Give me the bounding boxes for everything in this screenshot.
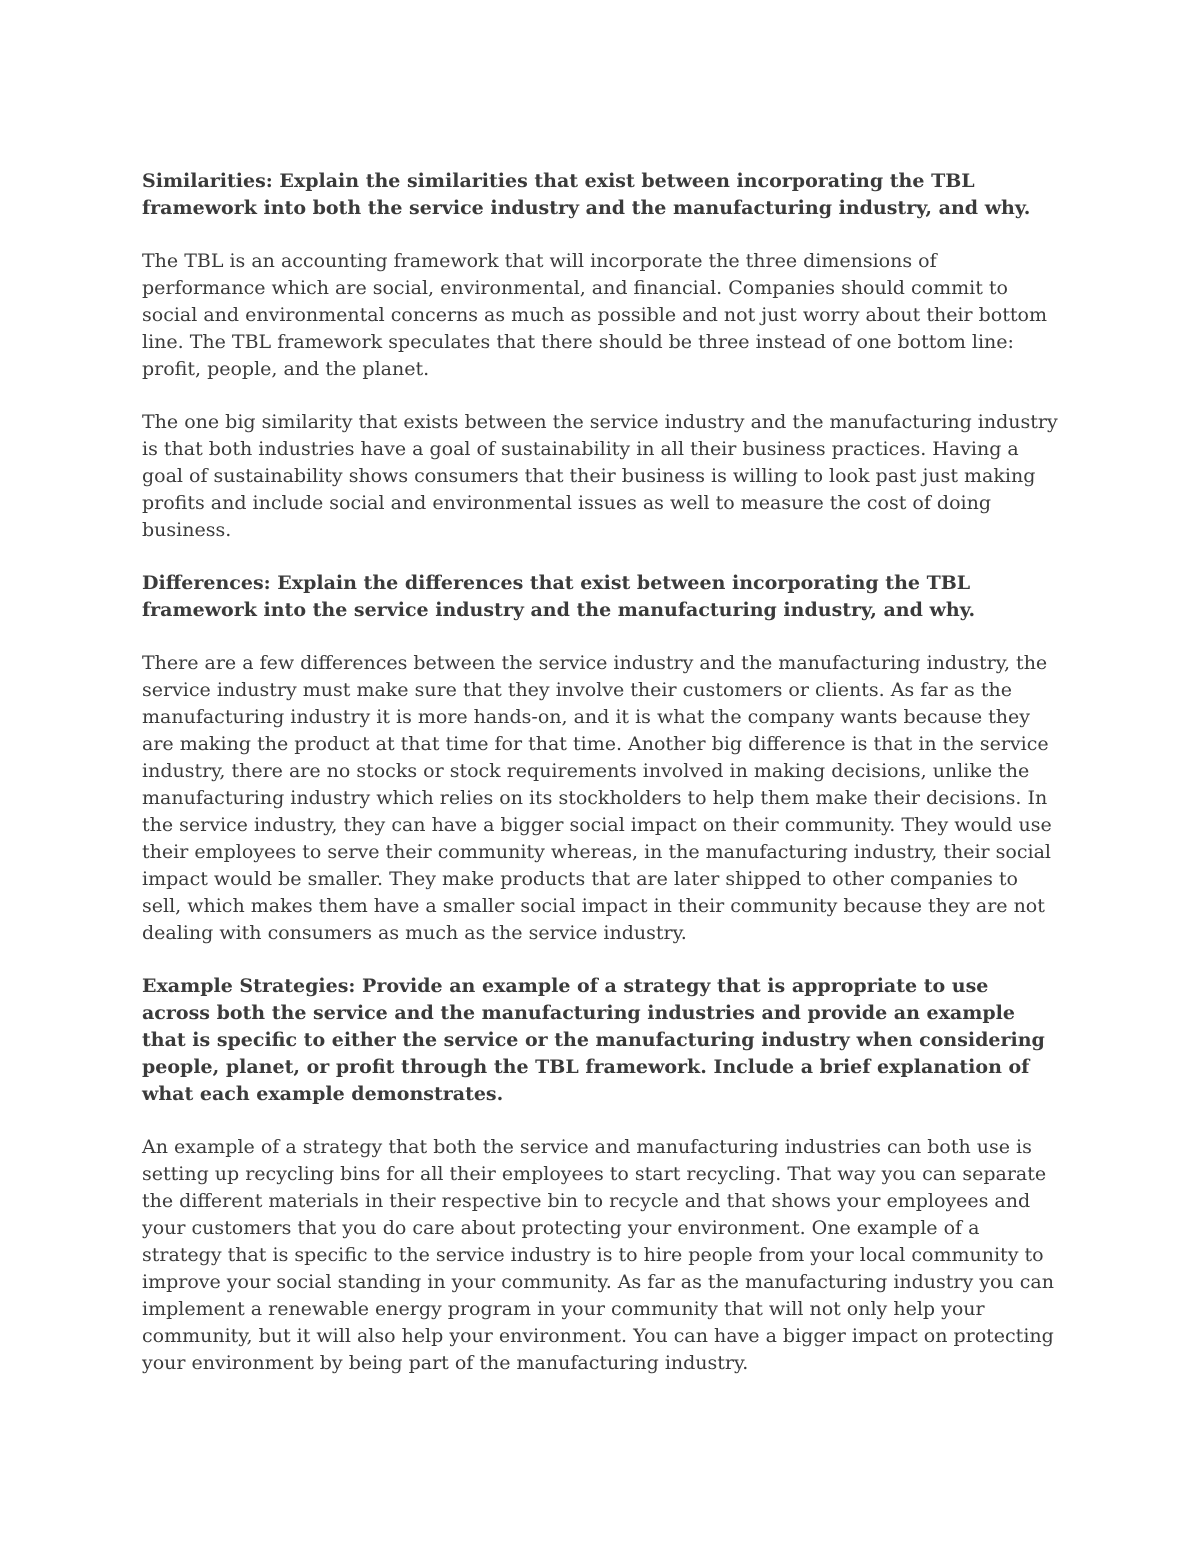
differences-paragraph: There are a few differences between the service industry and the manufacturing industry, the service industry must make sure that they involve their customers or clients. As far as the manufacturing industry it is more hands-on, and it is what the company wants because they are making the product at that time for that time. Another big difference is that in the service industry, there are no stocks or stock requirements involved in making decisions, unlike the manufacturing industry which relies on its stockholders to help them make their decisions. In the service industry, they can have a bigger social impact on their community. They would use their employees to serve their community whereas, in the manufacturing industry, their social impact would be smaller. They make products that are later shipped to other companies to sell, which makes them have a smaller social impact in their community because they are not dealing with consumers as much as the service industry. [142,652,1052,944]
differences-heading: Differences: Explain the differences that exist between incorporating the TBL framework into the service industry and the manufacturing industry, and why. [142,572,976,621]
example-strategies-heading: Example Strategies: Provide an example of a strategy that is appropriate to use across both the service and the manufacturing industries and provide an example that is specific to either the service or the manufacturing industry when considering people, planet, or profit through the TBL framework. Include a brief explanation of what each example demonstrates. [142,975,1045,1105]
document-page [142,168,1060,1403]
similarities-heading: Similarities: Explain the similarities that exist between incorporating the TBL framework into both the service industry and the manufacturing industry, and why. [142,170,1031,219]
similarity-paragraph: The one big similarity that exists between the service industry and the manufacturing industry is that both industries have a goal of sustainability in all their business practices. Having a goal of sustainability shows consumers that their business is willing to look past just making profits and include social and environmental issues as well to measure the cost of doing business. [142,411,1058,541]
tbl-definition-paragraph: The TBL is an accounting framework that will incorporate the three dimensions of performance which are social, environmental, and financial. Companies should commit to social and environmental concerns as much as possible and not just worry about their bottom line. The TBL framework speculates that there should be three instead of one bottom line: profit, people, and the planet. [142,250,1047,380]
example-strategies-paragraph: An example of a strategy that both the service and manufacturing industries can both use is setting up recycling bins for all their employees to start recycling. That way you can separate the different materials in their respective bin to recycle and that shows your employees and your customers that you do care about protecting your environment. One example of a strategy that is specific to the service industry is to hire people from your local community to improve your social standing in your community. As far as the manufacturing industry you can implement a renewable energy program in your community that will not only help your community, but it will also help your environment. You can have a bigger impact on protecting your environment by being part of the manufacturing industry. [142,1136,1054,1374]
